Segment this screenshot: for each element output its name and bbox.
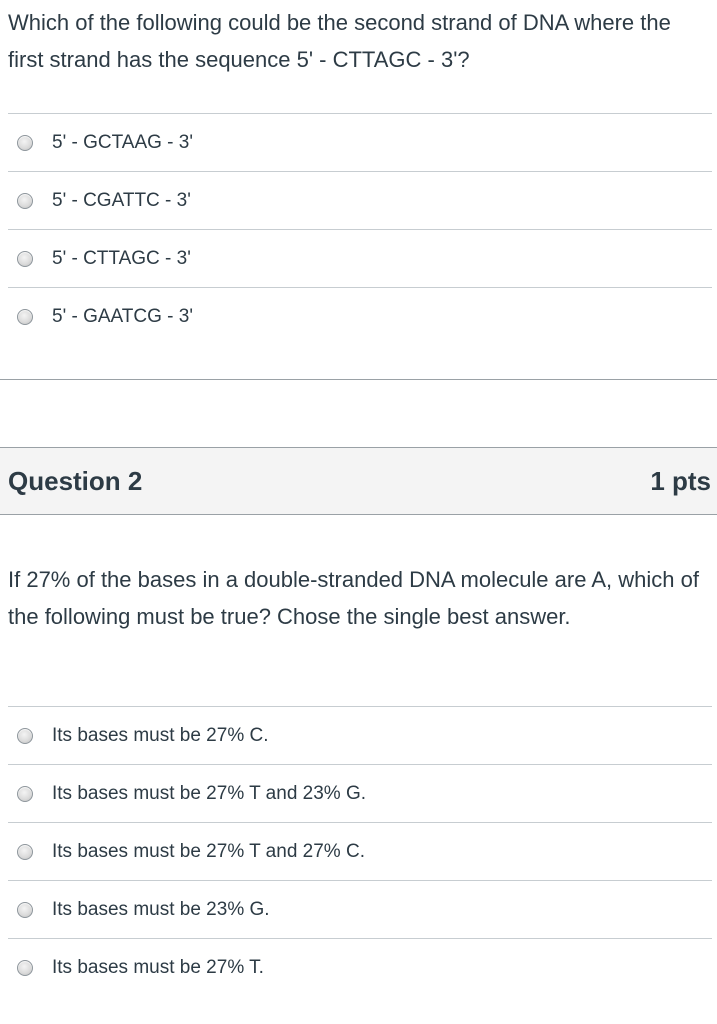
- radio-button-icon[interactable]: [17, 786, 33, 802]
- question-2-text: If 27% of the bases in a double-stranded DNA molecule are A, which of the following must be true? Chose the single best answer.: [8, 567, 699, 629]
- radio-button-icon[interactable]: [17, 251, 33, 267]
- question-1-answer-option[interactable]: [8, 229, 712, 287]
- question-2-points: 1 pts: [650, 465, 711, 496]
- answer-label: 5' - CGATTC - 3': [52, 189, 191, 211]
- question-2-answer-list: [8, 706, 712, 996]
- answer-label: Its bases must be 27% C.: [52, 724, 269, 746]
- answer-label: 5' - GCTAAG - 3': [52, 131, 193, 153]
- question-1-answer-option[interactable]: [8, 287, 712, 345]
- question-2-answer-option[interactable]: [8, 764, 712, 822]
- answer-label: Its bases must be 27% T and 27% C.: [52, 840, 365, 862]
- question-2-header: [0, 447, 717, 515]
- answer-label: Its bases must be 23% G.: [52, 898, 270, 920]
- radio-button-icon[interactable]: [17, 902, 33, 918]
- question-2-title: Question 2: [8, 465, 143, 496]
- question-2-answer-option[interactable]: [8, 822, 712, 880]
- answer-label: Its bases must be 27% T and 23% G.: [52, 782, 367, 804]
- answer-label: Its bases must be 27% T.: [52, 956, 264, 978]
- question-2-answer-option[interactable]: [8, 938, 712, 996]
- question-divider: [0, 379, 717, 380]
- question-1-answer-option[interactable]: [8, 113, 712, 171]
- question-2-answer-option[interactable]: [8, 706, 712, 764]
- question-1-text: Which of the following could be the second strand of DNA where the first strand has the sequence 5' - CTTAGC - 3'?: [8, 10, 671, 72]
- radio-button-icon[interactable]: [17, 135, 33, 151]
- question-2-answer-option[interactable]: [8, 880, 712, 938]
- radio-button-icon[interactable]: [17, 309, 33, 325]
- radio-button-icon[interactable]: [17, 728, 33, 744]
- answer-label: 5' - CTTAGC - 3': [52, 247, 191, 269]
- radio-button-icon[interactable]: [17, 844, 33, 860]
- question-1-answer-option[interactable]: [8, 171, 712, 229]
- question-1-answer-list: [8, 113, 712, 345]
- answer-label: 5' - GAATCG - 3': [52, 305, 193, 327]
- radio-button-icon[interactable]: [17, 960, 33, 976]
- radio-button-icon[interactable]: [17, 193, 33, 209]
